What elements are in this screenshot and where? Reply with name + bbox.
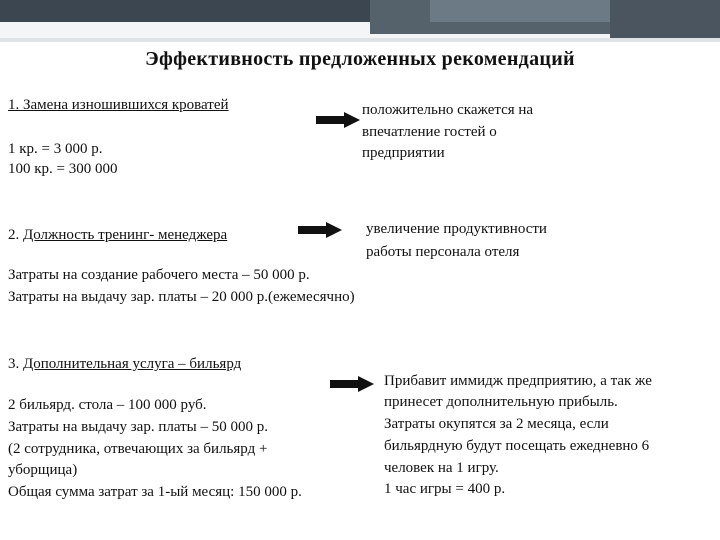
item3-number: 3. — [8, 356, 23, 372]
item1-cost-line: 100 кр. = 300 000 — [8, 161, 118, 177]
item3-heading-text: Дополнительная услуга – бильярд — [23, 356, 242, 372]
item3-detail-line: Затраты на выдачу зар. платы – 50 000 р. — [8, 419, 269, 435]
item3-detail-line: Общая сумма затрат за 1-ый месяц: 150 000 р. — [8, 484, 302, 500]
slide-header-bar — [0, 0, 720, 38]
item1-result-line: положительно скажется на — [362, 102, 534, 118]
item1-heading: 1. Замена изношившихся кроватей — [8, 97, 229, 113]
item3-result-line: бильярдную будут посещать ежедневно 6 — [384, 438, 650, 454]
right-arrow-icon — [298, 222, 342, 238]
right-arrow-icon — [316, 112, 360, 128]
item3-result-line: человек на 1 игру. — [384, 460, 499, 476]
header-accent-block — [610, 0, 720, 42]
item2-heading — [8, 226, 227, 245]
item3-result-line: принесет дополнительную прибыль. — [384, 394, 618, 410]
item2-result-line: увеличение продуктивности — [366, 221, 547, 237]
item2-result-line: работы персонала отеля — [366, 244, 520, 260]
item3-detail-line: 2 бильярд. стола – 100 000 руб. — [8, 397, 207, 413]
item3-detail-line: (2 сотрудника, отвечающих за бильярд + — [8, 441, 268, 457]
item1-cost-line: 1 кр. = 3 000 р. — [8, 141, 103, 157]
item2-number: 2. — [8, 227, 23, 243]
item3-heading — [8, 355, 241, 374]
header-divider — [0, 38, 720, 42]
item1-result-line: предприятии — [362, 145, 445, 161]
item3-result-line: Прибавит иммидж предприятию, а так же — [384, 373, 652, 389]
item3-result-line: 1 час игры = 400 р. — [384, 481, 506, 497]
right-arrow-icon — [330, 376, 374, 392]
item2-cost-line: Затраты на создание рабочего места – 50 000 р. — [8, 267, 310, 283]
item2-cost-line: Затраты на выдачу зар. платы – 20 000 р.(ежемесячно) — [8, 289, 355, 305]
item3-detail-line: уборщица) — [8, 462, 78, 478]
item2-heading-text: Должность тренинг- менеджера — [23, 227, 228, 243]
item1-result-line: впечатление гостей о — [362, 124, 497, 140]
slide-title: Эффективность предложенных рекомендаций — [145, 48, 575, 70]
item3-result-line: Затраты окупятся за 2 месяца, если — [384, 416, 609, 432]
